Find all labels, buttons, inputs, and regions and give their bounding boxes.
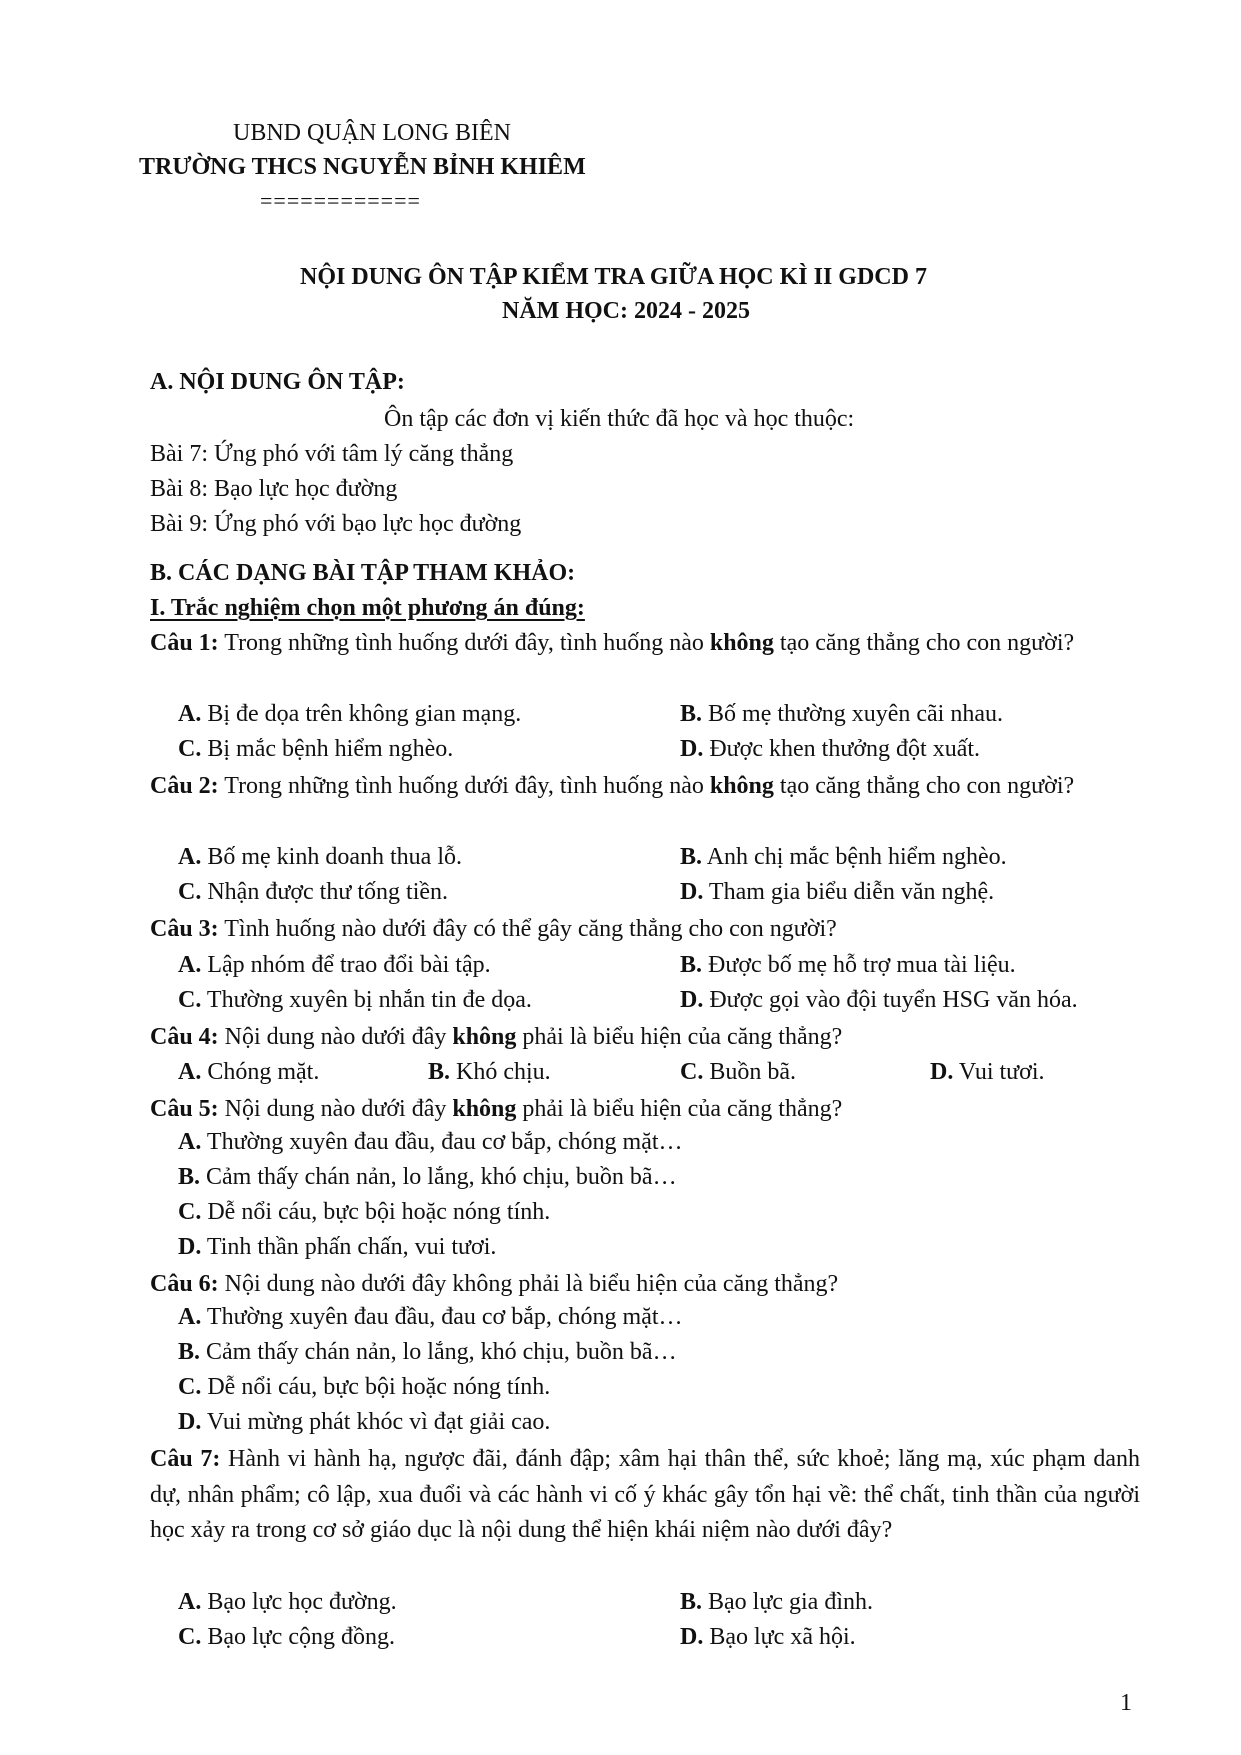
- option-c: [178, 985, 532, 1015]
- option-text: Bố mẹ kinh doanh thua lỗ.: [207, 844, 462, 870]
- option-b: [680, 1587, 873, 1617]
- option-letter: D.: [178, 1234, 202, 1260]
- option-b: [680, 699, 1003, 729]
- option-a: [178, 1127, 683, 1157]
- option-letter: B.: [428, 1059, 451, 1085]
- lesson-item: Bài 8: Bạo lực học đường: [150, 476, 398, 502]
- question-label: Câu 7:: [150, 1446, 221, 1472]
- option-letter: C.: [178, 1374, 202, 1400]
- option-b: [680, 950, 1016, 980]
- option-d: [178, 1407, 550, 1437]
- question-emphasis: không: [709, 630, 774, 656]
- option-letter: B.: [680, 701, 703, 727]
- option-a: [178, 699, 521, 729]
- question-emphasis: không: [452, 1024, 517, 1050]
- question-2: [150, 769, 1140, 805]
- option-text: Nhận được thư tống tiền.: [207, 879, 449, 905]
- question-text: Trong những tình huống dưới đây, tình huống nào: [224, 630, 704, 656]
- question-4: [150, 1020, 1140, 1056]
- option-b: [680, 842, 1007, 872]
- option-a: [178, 1302, 683, 1332]
- question-6: [150, 1267, 1140, 1303]
- option-letter: B.: [680, 844, 703, 870]
- option-text: Tinh thần phấn chấn, vui tươi.: [206, 1234, 497, 1260]
- section-b-subheading: I. Trắc nghiệm chọn một phương án đúng:: [150, 595, 585, 621]
- option-letter: C.: [680, 1059, 704, 1085]
- question-label: Câu 2:: [150, 773, 219, 799]
- option-letter: B.: [680, 1589, 703, 1615]
- option-text: Thường xuyên bị nhắn tin đe dọa.: [206, 987, 532, 1013]
- option-letter: D.: [680, 987, 704, 1013]
- option-letter: A.: [178, 1304, 202, 1330]
- question-label: Câu 6:: [150, 1271, 219, 1297]
- school-year: NĂM HỌC: 2024 - 2025: [502, 298, 750, 324]
- option-d: [178, 1232, 496, 1262]
- option-text: Buồn bã.: [709, 1059, 797, 1085]
- option-letter: D.: [930, 1059, 954, 1085]
- lesson-item: Bài 7: Ứng phó với tâm lý căng thẳng: [150, 441, 514, 467]
- option-c: [178, 1197, 550, 1227]
- option-text: Lập nhóm để trao đổi bài tập.: [207, 952, 491, 978]
- option-text: Anh chị mắc bệnh hiểm nghèo.: [706, 844, 1007, 870]
- option-text: Cảm thấy chán nản, lo lắng, khó chịu, buồn bã…: [206, 1339, 677, 1365]
- option-d: [680, 985, 1078, 1015]
- question-text: Nội dung nào dưới đây không phải là biểu hiện của căng thẳng?: [224, 1271, 839, 1297]
- option-letter: D.: [178, 1409, 202, 1435]
- option-letter: A.: [178, 1129, 202, 1155]
- question-text: Trong những tình huống dưới đây, tình huống nào: [224, 773, 704, 799]
- section-a-intro: Ôn tập các đơn vị kiến thức đã học và học thuộc:: [384, 406, 855, 432]
- question-3: [150, 912, 1140, 948]
- question-text: Tình huống nào dưới đây có thể gây căng thẳng cho con người?: [224, 916, 837, 942]
- school-name: TRƯỜNG THCS NGUYỄN BỈNH KHIÊM: [139, 154, 586, 180]
- option-d: [930, 1057, 1045, 1087]
- option-letter: A.: [178, 844, 202, 870]
- option-text: Vui tươi.: [958, 1059, 1045, 1085]
- option-letter: A.: [178, 701, 202, 727]
- question-text: Nội dung nào dưới đây: [224, 1096, 447, 1122]
- option-text: Cảm thấy chán nản, lo lắng, khó chịu, buồn bã…: [206, 1164, 677, 1190]
- option-d: [680, 734, 980, 764]
- option-b: [428, 1057, 551, 1087]
- section-a-heading: A. NỘI DUNG ÔN TẬP:: [150, 369, 405, 395]
- lesson-item: Bài 9: Ứng phó với bạo lực học đường: [150, 511, 522, 537]
- option-c: [178, 734, 453, 764]
- option-text: Bị mắc bệnh hiểm nghèo.: [207, 736, 454, 762]
- section-b-heading: B. CÁC DẠNG BÀI TẬP THAM KHẢO:: [150, 560, 576, 586]
- option-c: [178, 1622, 395, 1652]
- option-letter: C.: [178, 1199, 202, 1225]
- option-letter: D.: [680, 1624, 704, 1650]
- option-text: Bị đe dọa trên không gian mạng.: [207, 701, 522, 727]
- question-emphasis: không: [709, 773, 774, 799]
- option-a: [178, 842, 462, 872]
- question-text: phải là biểu hiện của căng thẳng?: [522, 1024, 843, 1050]
- option-letter: B.: [178, 1164, 201, 1190]
- question-emphasis: không: [452, 1096, 517, 1122]
- option-text: Khó chịu.: [456, 1059, 551, 1085]
- option-c: [178, 877, 448, 907]
- option-text: Dễ nổi cáu, bực bội hoặc nóng tính.: [207, 1374, 551, 1400]
- option-text: Thường xuyên đau đầu, đau cơ bắp, chóng mặt…: [206, 1129, 683, 1155]
- header-separator: ============: [260, 188, 421, 213]
- option-text: Bạo lực xã hội.: [709, 1624, 856, 1650]
- option-letter: C.: [178, 879, 202, 905]
- option-text: Dễ nổi cáu, bực bội hoặc nóng tính.: [207, 1199, 551, 1225]
- option-letter: C.: [178, 987, 202, 1013]
- question-text: tạo căng thẳng cho con người?: [779, 773, 1075, 799]
- option-b: [178, 1162, 677, 1192]
- option-d: [680, 877, 994, 907]
- option-text: Bố mẹ thường xuyên cãi nhau.: [708, 701, 1003, 727]
- document-title: NỘI DUNG ÔN TẬP KIỂM TRA GIỮA HỌC KÌ II GDCD 7: [300, 264, 927, 290]
- option-text: Thường xuyên đau đầu, đau cơ bắp, chóng mặt…: [206, 1304, 683, 1330]
- option-text: Chóng mặt.: [207, 1059, 320, 1085]
- question-7: [150, 1442, 1140, 1549]
- question-text: phải là biểu hiện của căng thẳng?: [522, 1096, 843, 1122]
- option-text: Tham gia biểu diễn văn nghệ.: [708, 879, 995, 905]
- option-c: [680, 1057, 796, 1087]
- option-d: [680, 1622, 856, 1652]
- option-letter: D.: [680, 736, 704, 762]
- option-text: Bạo lực cộng đồng.: [207, 1624, 395, 1650]
- question-label: Câu 4:: [150, 1024, 219, 1050]
- option-b: [178, 1337, 677, 1367]
- page-number: 1: [1120, 1690, 1132, 1716]
- option-letter: C.: [178, 736, 202, 762]
- question-5: [150, 1092, 1140, 1128]
- option-letter: B.: [680, 952, 703, 978]
- option-a: [178, 950, 491, 980]
- option-text: Vui mừng phát khóc vì đạt giải cao.: [206, 1409, 551, 1435]
- option-c: [178, 1372, 550, 1402]
- option-a: [178, 1587, 397, 1617]
- option-letter: B.: [178, 1339, 201, 1365]
- district-name: UBND QUẬN LONG BIÊN: [233, 120, 511, 146]
- question-label: Câu 1:: [150, 630, 219, 656]
- option-letter: A.: [178, 952, 202, 978]
- option-letter: A.: [178, 1589, 202, 1615]
- option-text: Được gọi vào đội tuyển HSG văn hóa.: [709, 987, 1078, 1013]
- option-text: Được bố mẹ hỗ trợ mua tài liệu.: [708, 952, 1016, 978]
- question-text: tạo căng thẳng cho con người?: [779, 630, 1075, 656]
- option-text: Bạo lực học đường.: [207, 1589, 397, 1615]
- option-letter: C.: [178, 1624, 202, 1650]
- question-text: Nội dung nào dưới đây: [224, 1024, 447, 1050]
- option-letter: D.: [680, 879, 704, 905]
- option-text: Được khen thưởng đột xuất.: [709, 736, 981, 762]
- option-text: Bạo lực gia đình.: [708, 1589, 873, 1615]
- option-a: [178, 1057, 319, 1087]
- option-letter: A.: [178, 1059, 202, 1085]
- question-text: Hành vi hành hạ, ngược đãi, đánh đập; xâm hại thân thể, sức khoẻ; lăng mạ, xúc phạm danh dự, nhân phẩm; cô lập, xua đuổi và các hành vi cố ý khác gây tổn hại về: thể chất, tinh thần của người học xảy ra trong cơ sở giáo dục là nội dung thể hiện khái niệm nào dưới đây?: [150, 1446, 1141, 1543]
- question-label: Câu 3:: [150, 916, 219, 942]
- question-1: [150, 626, 1140, 662]
- question-label: Câu 5:: [150, 1096, 219, 1122]
